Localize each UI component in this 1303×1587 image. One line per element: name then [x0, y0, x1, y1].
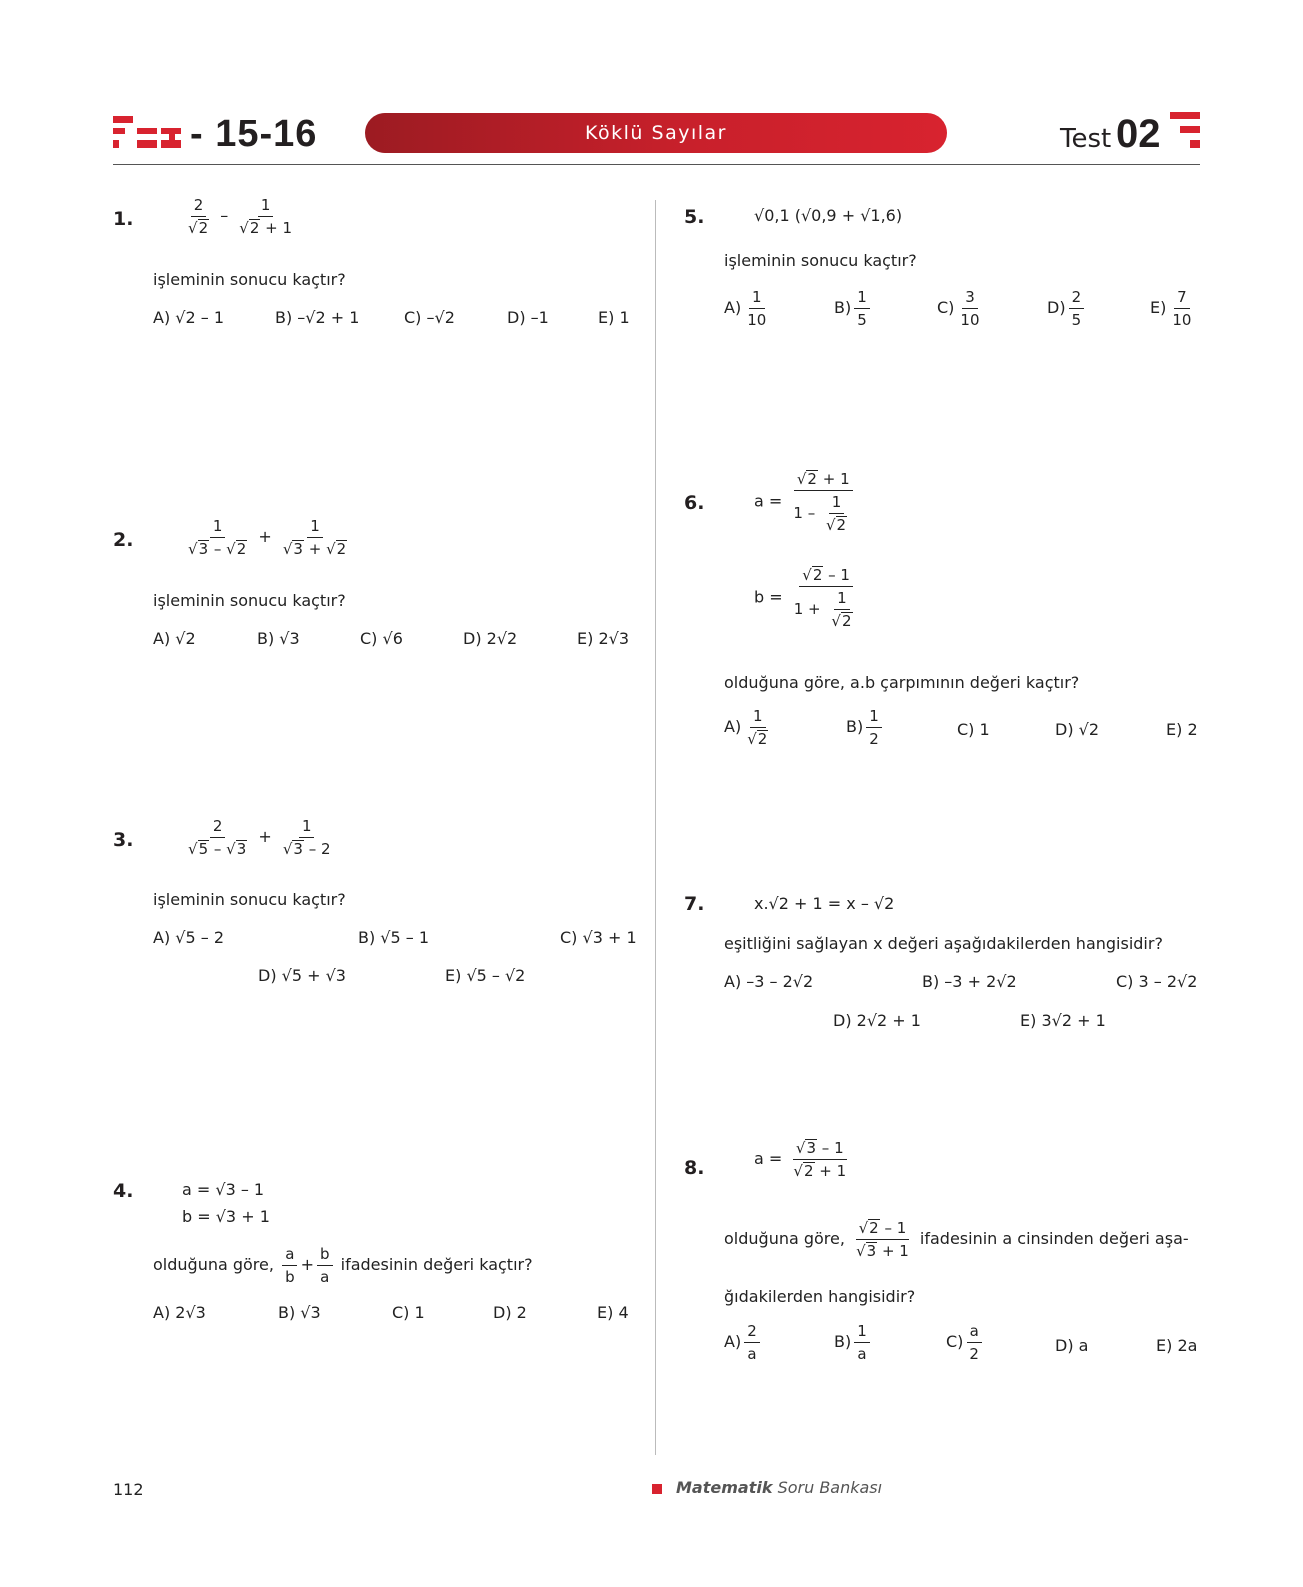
question-7-expression: x.√2 + 1 = x – √2 — [754, 894, 895, 913]
q6-expression-b: b = √2 – 1 1 + $\frac{1}{√2}$ — [754, 566, 852, 630]
q7-option-e[interactable]: E) 3√2 + 1 — [1020, 1011, 1106, 1030]
q4-given-a: a = √3 – 1 — [182, 1180, 265, 1199]
column-divider — [655, 200, 656, 1455]
q1-option-e[interactable]: E) 1 — [598, 308, 630, 327]
question-5-number: 5. — [684, 206, 705, 228]
q2-option-b[interactable]: B) √3 — [257, 629, 300, 648]
q1-option-c[interactable]: C) –√2 — [404, 308, 455, 327]
q1-option-d[interactable]: D) –1 — [507, 308, 549, 327]
q4-option-e[interactable]: E) 4 — [597, 1303, 629, 1322]
q3-option-d[interactable]: D) √5 + √3 — [258, 966, 346, 985]
question-6-number: 6. — [684, 492, 705, 514]
q7-option-a[interactable]: A) –3 – 2√2 — [724, 972, 814, 991]
test-number: 02 — [1116, 112, 1161, 156]
test-label: Test — [1060, 124, 1112, 154]
header-divider — [113, 164, 1200, 165]
page-number: 112 — [113, 1480, 144, 1499]
question-2-text: işleminin sonucu kaçtır? — [153, 591, 346, 610]
q6-option-a[interactable]: A) $\frac{1}{√2}$ — [724, 707, 768, 748]
q3-option-a[interactable]: A) √5 – 2 — [153, 928, 224, 947]
q5-option-c[interactable]: C) $\frac{3}{10}$ — [937, 288, 980, 329]
q8-option-c[interactable]: C) $\frac{a}{2}$ — [946, 1322, 985, 1363]
q3-option-c[interactable]: C) √3 + 1 — [560, 928, 637, 947]
question-8-text: olduğuna göre, $\frac{√2 - 1}{√3 + 1}$ ifadesinin a cinsinden değeri aşa- — [724, 1219, 1189, 1260]
question-1-expression: $\frac{2}{√2}$ – $\frac{1}{√2 + 1}$ — [188, 196, 293, 237]
q2-option-c[interactable]: C) √6 — [360, 629, 403, 648]
q7-option-c[interactable]: C) 3 – 2√2 — [1116, 972, 1198, 991]
question-5-text: işleminin sonucu kaçtır? — [724, 251, 917, 270]
q6-expression-a: a = √2 + 1 1 – $\frac{1}{√2}$ — [754, 470, 859, 534]
q3-option-e[interactable]: E) √5 – √2 — [445, 966, 526, 985]
question-7-text: eşitliğini sağlayan x değeri aşağıdakilerden hangisidir? — [724, 934, 1163, 953]
q8-option-b[interactable]: B) $\frac{1}{a}$ — [834, 1322, 873, 1363]
question-8-number: 8. — [684, 1157, 705, 1179]
q8-option-a[interactable]: A) $\frac{2}{a}$ — [724, 1322, 763, 1363]
question-2-number: 2. — [113, 529, 134, 551]
q2-option-e[interactable]: E) 2√3 — [577, 629, 629, 648]
q4-given-b: b = √3 + 1 — [182, 1207, 270, 1226]
q5-option-e[interactable]: E) $\frac{7}{10}$ — [1150, 288, 1192, 329]
question-7-number: 7. — [684, 893, 705, 915]
question-1-number: 1. — [113, 208, 134, 230]
question-6-text: olduğuna göre, a.b çarpımının değeri kaçtır? — [724, 673, 1080, 692]
question-2-expression: $\frac{1}{√3 - √2}$ + $\frac{1}{√3 + √2}$ — [188, 517, 347, 558]
q4-option-c[interactable]: C) 1 — [392, 1303, 425, 1322]
q1-option-b[interactable]: B) –√2 + 1 — [275, 308, 360, 327]
q5-option-d[interactable]: D) $\frac{2}{5}$ — [1047, 288, 1087, 329]
q3-option-b[interactable]: B) √5 – 1 — [358, 928, 430, 947]
question-8-text-line2: ğıdakilerden hangisidir? — [724, 1287, 916, 1306]
question-4-text: olduğuna göre, $\frac{a}{b}$ + $\frac{b}{a}$ ifadesinin değeri kaçtır? — [153, 1245, 533, 1286]
topic-banner: Köklü Sayılar — [365, 113, 947, 153]
q8-expression-a: a = $\frac{√3 - 1}{√2 + 1}$ — [754, 1139, 847, 1180]
q4-option-d[interactable]: D) 2 — [493, 1303, 527, 1322]
q4-option-b[interactable]: B) √3 — [278, 1303, 321, 1322]
q1-option-a[interactable]: A) √2 – 1 — [153, 308, 224, 327]
q8-option-d[interactable]: D) a — [1055, 1336, 1089, 1355]
q6-option-c[interactable]: C) 1 — [957, 720, 990, 739]
t-logo-icon — [1170, 112, 1200, 152]
q6-option-d[interactable]: D) √2 — [1055, 720, 1100, 739]
q7-option-b[interactable]: B) –3 + 2√2 — [922, 972, 1017, 991]
faz-logo — [113, 112, 181, 152]
footer-square-icon — [652, 1484, 662, 1494]
question-5-expression: √0,1 (√0,9 + √1,6) — [754, 206, 903, 225]
q4-option-a[interactable]: A) 2√3 — [153, 1303, 206, 1322]
series-title: - 15-16 — [190, 113, 318, 155]
question-3-number: 3. — [113, 829, 134, 851]
question-3-expression: $\frac{2}{√5 - √3}$ + $\frac{1}{√3 - 2}$ — [188, 817, 331, 858]
q5-option-a[interactable]: A) $\frac{1}{10}$ — [724, 288, 767, 329]
question-1-text: işleminin sonucu kaçtır? — [153, 270, 346, 289]
footer-brand: Matematik Soru Bankası — [676, 1478, 883, 1497]
q8-option-e[interactable]: E) 2a — [1156, 1336, 1198, 1355]
q6-option-e[interactable]: E) 2 — [1166, 720, 1198, 739]
question-3-text: işleminin sonucu kaçtır? — [153, 890, 346, 909]
q7-option-d[interactable]: D) 2√2 + 1 — [833, 1011, 921, 1030]
q2-option-a[interactable]: A) √2 — [153, 629, 196, 648]
q6-option-b[interactable]: B) $\frac{1}{2}$ — [846, 707, 885, 748]
q2-option-d[interactable]: D) 2√2 — [463, 629, 518, 648]
q5-option-b[interactable]: B) $\frac{1}{5}$ — [834, 288, 873, 329]
question-4-number: 4. — [113, 1180, 134, 1202]
